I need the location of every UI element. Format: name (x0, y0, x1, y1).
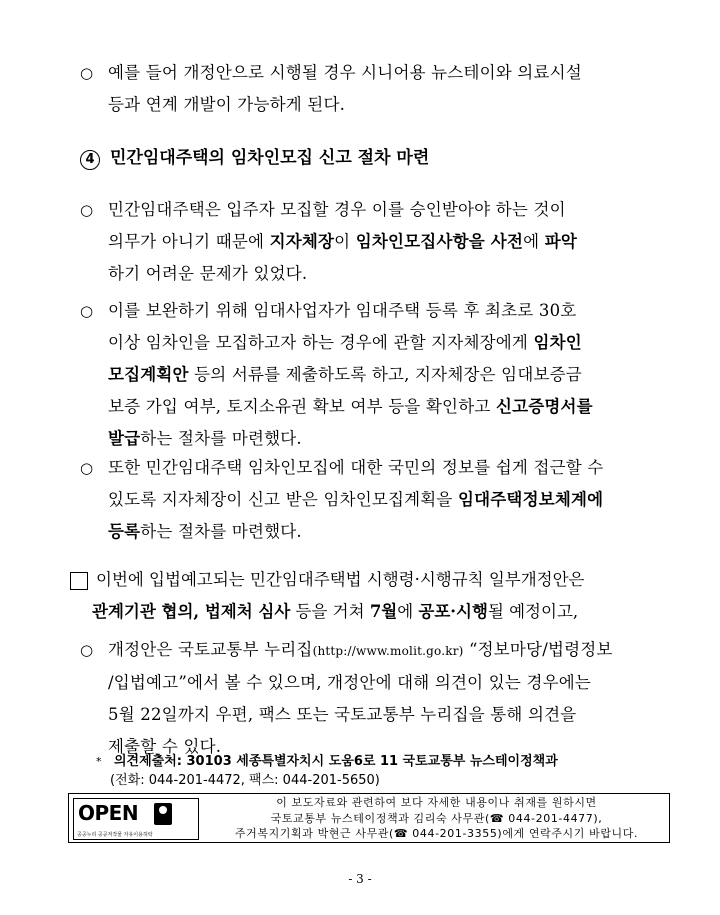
paragraph-comments (80, 634, 665, 763)
text-line: 보증 가입 여부, 토지소유권 확보 여부 등을 확인하고 신고증명서를 (108, 397, 593, 416)
text-line: 하기 어려운 문제가 있었다. (108, 264, 308, 283)
contact-note (96, 752, 686, 790)
text-line: 있도록 지자체장이 신고 받은 임차인모집계획을 임대주택정보체계에 (108, 490, 604, 509)
paragraph-procedure (80, 295, 665, 455)
open-logo-text: OPEN (78, 801, 139, 825)
paragraph-schedule (70, 564, 670, 628)
square-bullet (70, 572, 88, 590)
text-line: 개정안은 국토교통부 누리집(http://www.molit.go.kr) “정보마당/법령정보 (108, 640, 613, 659)
bullet-circle: ○ (80, 64, 94, 82)
paragraph-registration (80, 452, 665, 548)
circled-number: 4 (80, 150, 100, 170)
text-line: 모집계획안 등의 서류를 제출하도록 하고, 지자체장은 임대보증금 (108, 365, 582, 384)
text-line: 등과 연계 개발이 가능하게 된다. (108, 95, 346, 114)
text-line: 이번에 입법예고되는 민간임대주택법 시행령·시행규칙 일부개정안은 (96, 570, 585, 589)
contact-footer-box (68, 793, 670, 843)
text-line: 민간임대주택은 입주자 모집할 경우 이를 승인받아야 하는 것이 (108, 200, 566, 219)
text-line: 이를 보완하기 위해 임대사업자가 임대주택 등록 후 최초로 30호 (108, 301, 577, 320)
bullet-circle: ○ (80, 201, 94, 219)
text-line: 제출할 수 있다. (108, 737, 222, 756)
text-line: 관계기관 협의, 법제처 심사 등을 거쳐 7월에 공포·시행될 예정이고, (92, 602, 579, 621)
text-line: 예를 들어 개정안으로 시행될 경우 시니어용 뉴스테이와 의료시설 (108, 63, 582, 82)
text-line: 의무가 아니기 때문에 지자체장이 임차인모집사항을 사전에 파악 (108, 232, 577, 251)
bullet-circle: ○ (80, 641, 94, 659)
license-caption: 공공누리 공공저작물 자유이용허락 (77, 832, 153, 838)
paragraph-senior-newstay (80, 57, 665, 121)
text-line: 또한 민간임대주택 임차인모집에 대한 국민의 정보를 쉽게 접근할 수 (108, 458, 604, 477)
text-line: 5월 22일까지 우편, 팩스 또는 국토교통부 누리집을 통해 의견을 (108, 705, 577, 724)
text-line: 등록하는 절차를 마련했다. (108, 522, 302, 541)
note-phone-fax: (전화: 044-201-4472, 팩스: 044-201-5650) (110, 773, 380, 788)
paragraph-problem (80, 194, 665, 290)
bullet-circle: ○ (80, 459, 94, 477)
text-line: /입법예고”에서 볼 수 있으며, 개정안에 대해 의견이 있는 경우에는 (108, 673, 592, 692)
note-address: 의견제출처: 30103 세종특별자치시 도움6로 11 국토교통부 뉴스테이정책과 (114, 754, 558, 769)
open-license-logo (73, 798, 199, 840)
heading-text: 민간임대주택의 임차인모집 신고 절차 마련 (110, 148, 430, 168)
section-heading (80, 143, 429, 170)
page-number: - 3 - (348, 872, 372, 886)
text-line: 발급하는 절차를 마련했다. (108, 429, 302, 448)
person-icon (154, 803, 172, 825)
asterisk-mark: * (96, 755, 102, 768)
text-line: 이상 임차인을 모집하고자 하는 경우에 관할 지자체장에게 임차인 (108, 333, 582, 352)
bullet-circle: ○ (80, 302, 94, 320)
footer-contact-text: 이 보도자료와 관련하여 보다 자세한 내용이나 취재를 원하시면 국토교통부 뉴스테이정책과 김리숙 사무관(☎ 044-201-4477), 주거복지기획과 박현근 사무관(☎ 044-201-3355)에게 연락주시기 바랍니다. (234, 796, 639, 840)
molit-url[interactable]: (http://www.molit.go.kr) (312, 644, 464, 658)
